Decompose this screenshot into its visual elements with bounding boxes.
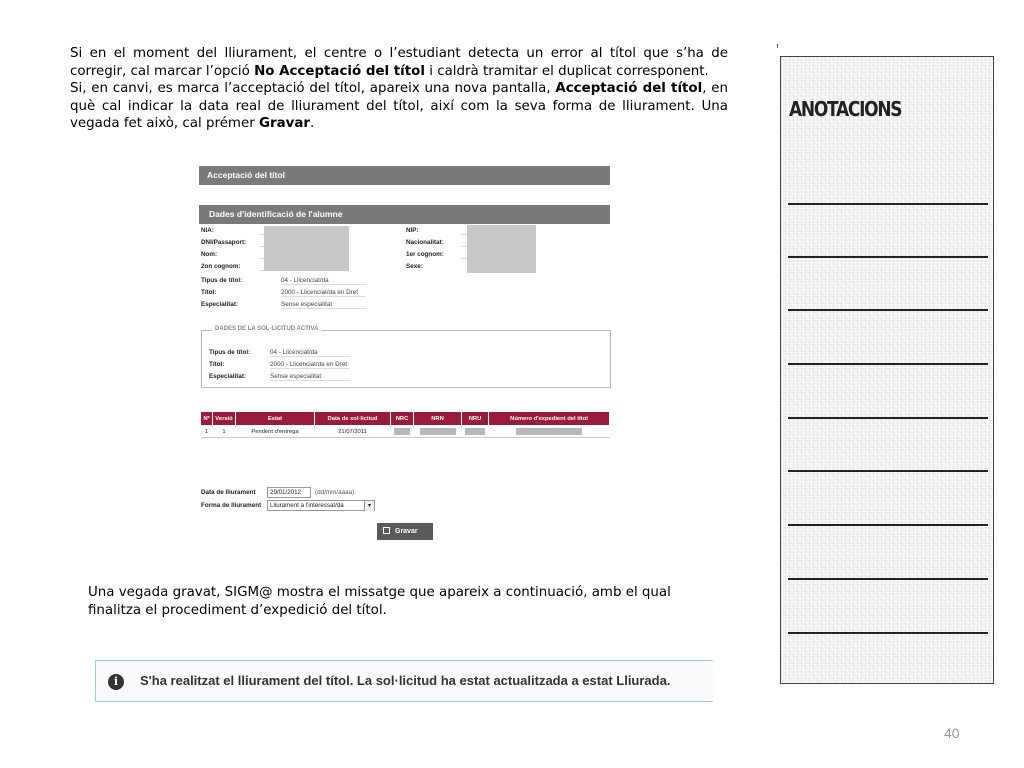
active-request-legend: DADES DE LA SOL·LICITUD ACTIVA: [212, 326, 321, 332]
label-titol: Títol:: [201, 289, 217, 296]
cell-versio: 1: [213, 426, 236, 438]
notes-line: [788, 417, 988, 419]
notes-tick: [777, 44, 778, 48]
gravar-label: Gravar: [395, 528, 418, 535]
label-nip: NIP:: [406, 227, 419, 234]
notes-title: ANOTACIONS: [789, 97, 902, 121]
chevron-down-icon: ▾: [364, 501, 374, 511]
notes-line: [788, 470, 988, 472]
notes-line: [788, 632, 988, 634]
intro-p1-a: Si en el moment del lliurament, el centre o l’estudiant detecta un error al títol que s’ha de corregir, cal marcar l’opció: [70, 46, 728, 79]
forma-lliurament-value: Lliurament a l'interessat/da: [270, 502, 344, 509]
notes-panel: [780, 56, 994, 684]
th-data: Data de sol·licitud: [315, 412, 391, 426]
cell-estat: Pendent d'entrega: [236, 426, 315, 438]
intro-text: [70, 45, 728, 133]
notes-line: [788, 309, 988, 311]
intro-paragraph-2: [70, 80, 728, 133]
th-nru: NRU: [462, 412, 489, 426]
success-message-text: S'ha realitzat el lliurament del títol. La sol·licitud ha estat actualitzada a estat Lliurada.: [140, 673, 671, 688]
active-value-tipus: 04 - Llicenciat/da: [270, 349, 350, 357]
table-header-row: [201, 412, 610, 426]
active-label-tipus: Tipus de títol:: [209, 349, 251, 356]
th-num: Nº: [201, 412, 213, 426]
active-request-fieldset: [201, 326, 611, 388]
value-especialitat: Sense especialitat: [281, 301, 366, 309]
cell-data: 21/07/2011: [315, 426, 391, 438]
active-label-especialitat: Especialitat:: [209, 373, 247, 380]
th-expedient: Número d'expedient del títol: [489, 412, 610, 426]
value-tipus-titol: 04 - Llicenciat/da: [281, 277, 366, 285]
active-value-titol: 2000 - Llicenciat/da en Dret: [270, 361, 350, 369]
info-icon: i: [108, 674, 124, 690]
label-tipus-titol: Tipus de títol:: [201, 277, 243, 284]
label-data-lliurament: Data de lliurament: [201, 489, 256, 496]
notes-line: [788, 203, 988, 205]
date-input[interactable]: 29/01/2012: [267, 487, 311, 498]
notes-line: [788, 256, 988, 258]
label-dni: DNI/Passaport:: [201, 239, 247, 246]
redacted-right: [467, 225, 536, 273]
redacted-left: [264, 226, 349, 271]
label-1er-cognom: 1er cognom:: [406, 251, 444, 258]
date-format-hint: (dd/mm/aaaa): [315, 489, 355, 496]
label-especialitat: Especialitat:: [201, 301, 239, 308]
forma-lliurament-select[interactable]: [267, 500, 375, 511]
intro-p1-c: i caldrà tramitar el duplicat corresponent.: [424, 63, 709, 79]
intro-p2-c: , en què cal indicar la data real de lliurament del títol, així com la seva forma de lliurament. Una vegada fet això, cal prémer: [70, 81, 728, 132]
label-2on-cognom: 2on cognom:: [201, 263, 241, 270]
page-number: 40: [944, 725, 960, 741]
cell-nrn: [414, 426, 462, 438]
active-value-especialitat: Sense especialitat: [270, 373, 350, 381]
success-message: [95, 660, 713, 702]
intro-p2-a: Si, en canvi, es marca l’acceptació del títol, apareix una nova pantalla,: [70, 81, 556, 97]
notes-line: [788, 363, 988, 365]
section-header: Dades d'identificació de l'alumne: [199, 205, 610, 224]
screen-title: Acceptació del títol: [199, 166, 610, 185]
notes-line: [788, 524, 988, 526]
active-label-titol: Títol:: [209, 361, 225, 368]
label-nacionalitat: Nacionalitat:: [406, 239, 444, 246]
th-nrc: NRC: [391, 412, 414, 426]
label-nom: Nom:: [201, 251, 218, 258]
th-nrn: NRN: [414, 412, 462, 426]
cell-nru: [462, 426, 489, 438]
intro-p2-bold: Acceptació del títol: [555, 81, 703, 97]
label-sexe: Sexe:: [406, 263, 423, 270]
intro-p2-gravar: Gravar: [258, 116, 310, 132]
cell-num: 1: [201, 426, 213, 438]
after-text: Una vegada gravat, SIGM@ mostra el missatge que apareix a continuació, amb el qual finalitza el procediment d’expedició del títol.: [88, 585, 671, 618]
intro-p2-e: .: [309, 116, 315, 132]
gravar-button[interactable]: [377, 523, 433, 540]
cell-expedient: [489, 426, 610, 438]
label-nia: NIA:: [201, 227, 214, 234]
th-estat: Estat: [236, 412, 315, 426]
table-row[interactable]: [201, 426, 610, 438]
value-titol: 2000 - Llicenciat/da en Dret: [281, 289, 366, 297]
notes-line: [788, 578, 988, 580]
label-forma-lliurament: Forma de lliurament: [201, 502, 262, 509]
intro-paragraph-1: [70, 45, 728, 80]
screenshot-acceptacio: [199, 166, 611, 544]
save-disk-icon: [383, 527, 390, 534]
cell-nrc: [391, 426, 414, 438]
th-versio: Versió: [213, 412, 236, 426]
intro-p1-bold: No Acceptació del títol: [254, 63, 425, 79]
requests-table: [200, 411, 610, 438]
